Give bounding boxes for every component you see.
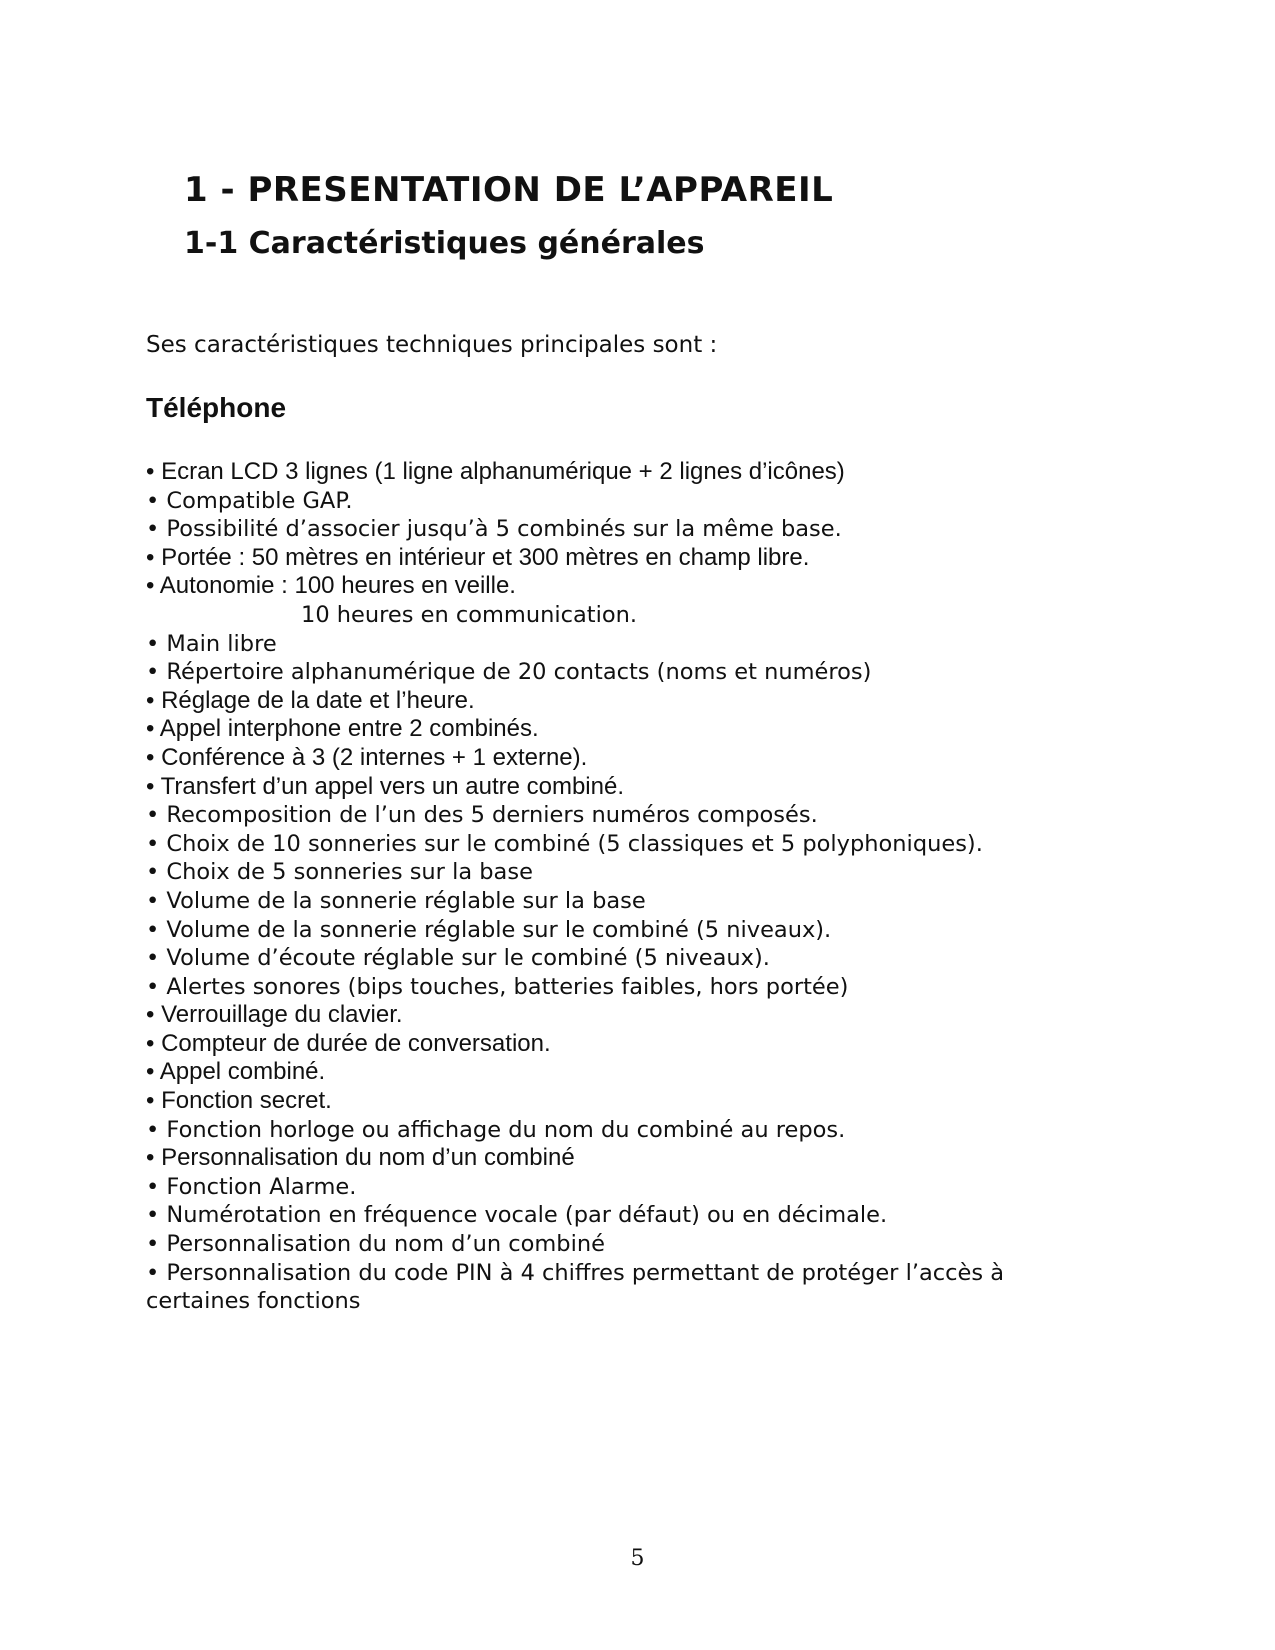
- feature-item: • Compteur de durée de conversation.: [146, 1029, 551, 1057]
- feature-item: • Personnalisation du nom d’un combiné: [146, 1144, 575, 1172]
- feature-item: • Volume d’écoute réglable sur le combiné (5 niveaux).: [146, 945, 770, 972]
- feature-item: • Personnalisation du nom d’un combiné: [146, 1231, 605, 1258]
- page-number: 5: [630, 1546, 645, 1571]
- feature-item: • Choix de 5 sonneries sur la base: [146, 859, 533, 886]
- section-heading: Téléphone: [146, 392, 287, 423]
- intro-text: Ses caractéristiques techniques principales sont :: [146, 332, 718, 358]
- feature-item: • Possibilité d’associer jusqu’à 5 combinés sur la même base.: [146, 516, 842, 543]
- feature-item: • Numérotation en fréquence vocale (par défaut) ou en décimale.: [146, 1202, 888, 1229]
- feature-item: • Conférence à 3 (2 internes + 1 externe).: [146, 743, 588, 771]
- feature-item: • Choix de 10 sonneries sur le combiné (5 classiques et 5 polyphoniques).: [146, 830, 983, 857]
- page-title: 1 - PRESENTATION DE L’APPAREIL: [184, 170, 834, 210]
- feature-item: • Portée : 50 mètres en intérieur et 300 mètres en champ libre.: [146, 543, 810, 571]
- feature-item: • Transfert d’un appel vers un autre combiné.: [146, 772, 624, 800]
- feature-item: 10 heures en communication.: [301, 601, 638, 628]
- feature-item: • Volume de la sonnerie réglable sur la base: [146, 887, 646, 914]
- feature-item: • Fonction secret.: [146, 1087, 332, 1115]
- feature-item: • Personnalisation du code PIN à 4 chiffres permettant de protéger l’accès à certaines fonctions: [146, 1259, 1005, 1315]
- feature-item: • Compatible GAP.: [146, 487, 353, 514]
- feature-item: • Réglage de la date et l’heure.: [146, 686, 475, 714]
- feature-item: • Recomposition de l’un des 5 derniers numéros composés.: [146, 802, 818, 829]
- feature-item: • Alertes sonores (bips touches, batteries faibles, hors portée): [146, 973, 849, 1000]
- feature-item: • Fonction horloge ou affichage du nom du combiné au repos.: [146, 1116, 846, 1143]
- feature-item: • Autonomie : 100 heures en veille.: [146, 572, 516, 600]
- feature-item: • Volume de la sonnerie réglable sur le combiné (5 niveaux).: [146, 916, 832, 943]
- section-subtitle: 1-1 Caractéristiques générales: [184, 226, 705, 261]
- feature-item: • Main libre: [146, 630, 277, 657]
- feature-item: • Répertoire alphanumérique de 20 contacts (noms et numéros): [146, 659, 872, 686]
- feature-list: [146, 458, 1106, 1316]
- feature-item: • Appel combiné.: [146, 1058, 326, 1086]
- feature-item: • Fonction Alarme.: [146, 1173, 357, 1200]
- feature-item: • Ecran LCD 3 lignes (1 ligne alphanumérique + 2 lignes d’icônes): [146, 458, 845, 485]
- feature-item: • Appel interphone entre 2 combinés.: [146, 715, 539, 743]
- feature-item: • Verrouillage du clavier.: [146, 1001, 403, 1029]
